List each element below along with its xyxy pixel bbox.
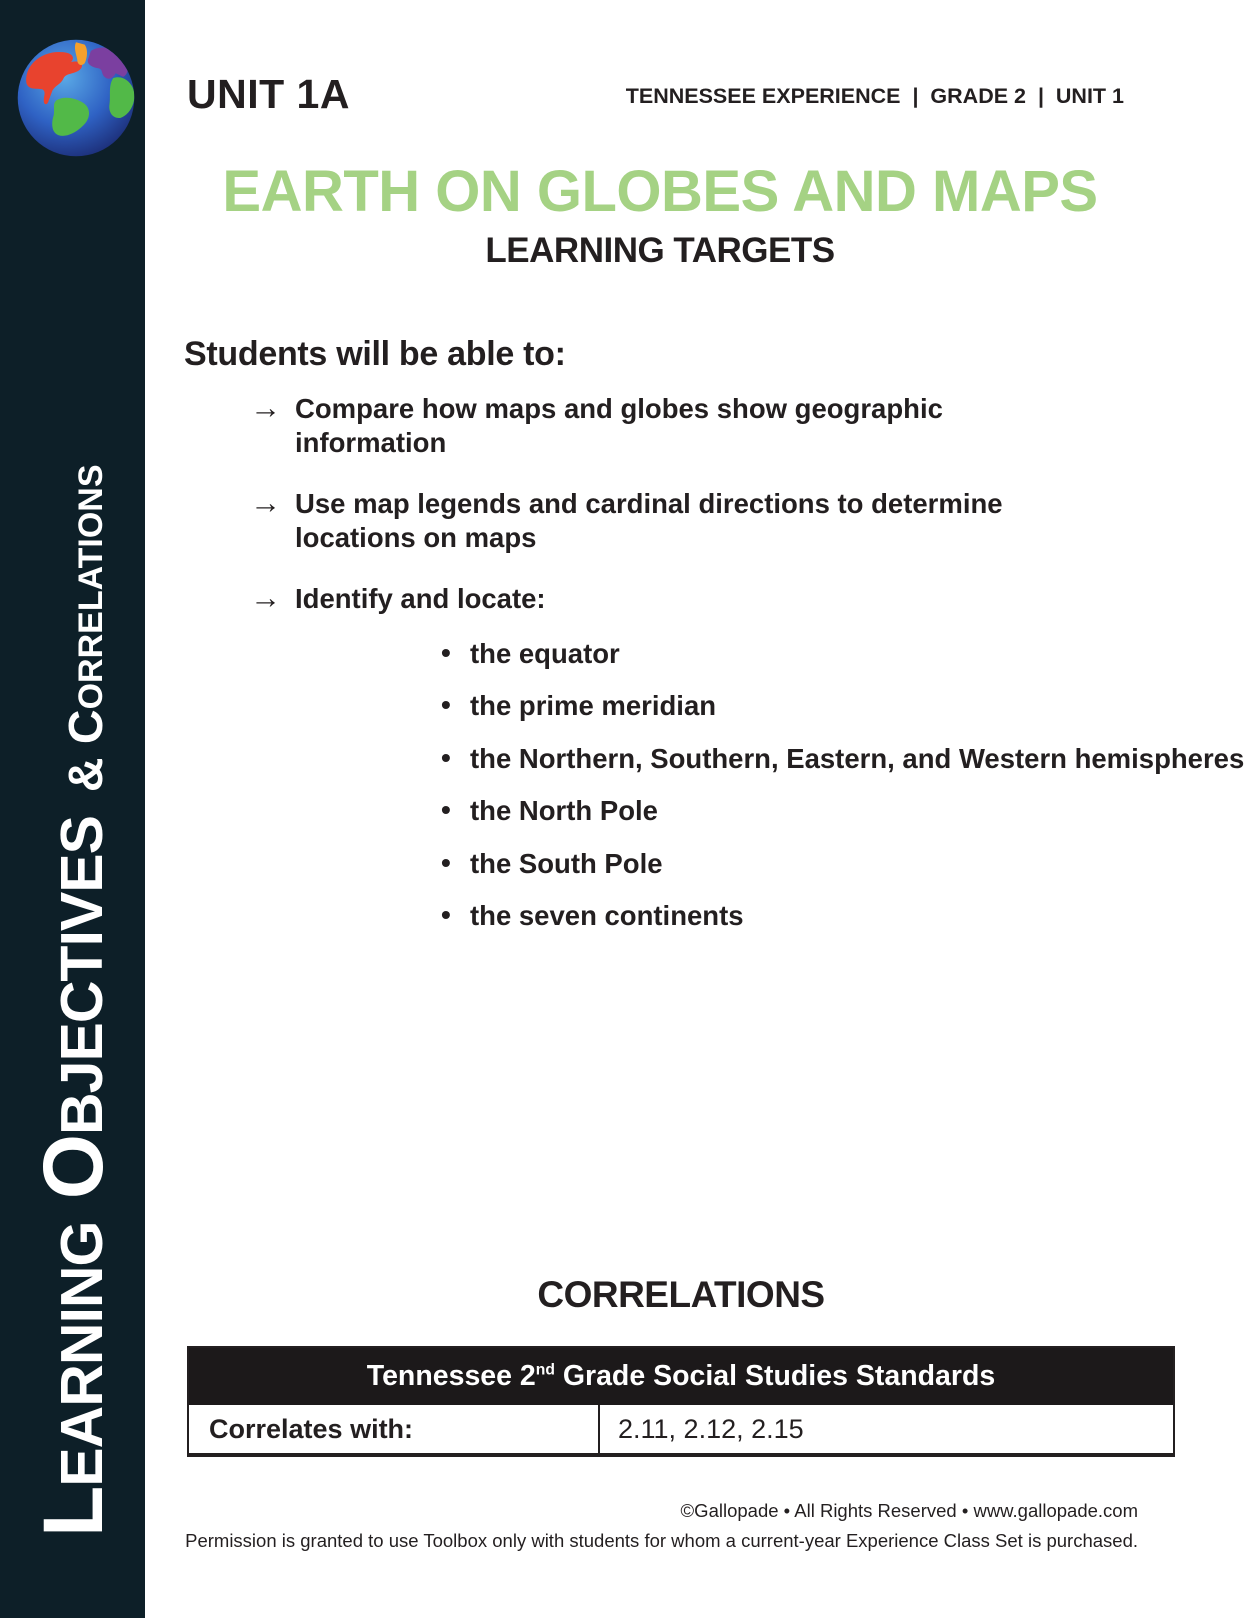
- sub-objective-item: [295, 689, 1180, 723]
- objectives-list: [180, 390, 1245, 961]
- table-header-text: Tennessee 2: [366, 1360, 536, 1392]
- copyright-line: ©Gallopade • All Rights Reserved • www.gallopade.com: [680, 1500, 1138, 1521]
- sidebar-label-secondary: & Correlations: [59, 464, 113, 793]
- bullet-icon: •: [441, 636, 451, 668]
- arrow-icon: →: [250, 580, 281, 616]
- sub-objective-item: [295, 741, 1245, 776]
- sub-objective-text: the seven continents: [470, 900, 744, 932]
- header-meta: TENNESSEE EXPERIENCE | GRADE 2 | UNIT 1: [625, 84, 1124, 108]
- table-header-text: Grade Social Studies Standards: [554, 1360, 996, 1392]
- correlations-heading: CORRELATIONS: [537, 1274, 825, 1315]
- table-header: [189, 1348, 1173, 1405]
- objectives-heading: Students will be able to:: [184, 335, 566, 373]
- page-title: EARTH ON GLOBES AND MAPS: [222, 159, 1098, 224]
- arrow-icon: →: [250, 390, 281, 425]
- objective-item: [180, 580, 1245, 933]
- unit-label: UNIT 1A: [187, 71, 350, 117]
- sidebar-label-primary: Learning Objectives: [25, 816, 120, 1537]
- objective-text: information: [295, 426, 447, 458]
- footer: [185, 1496, 1138, 1555]
- sub-objectives-list: [295, 636, 1245, 933]
- sub-objective-item: [295, 899, 1180, 933]
- permission-line: Permission is granted to use Toolbox only with students for whom a current-year Experience Class Set is purchased.: [185, 1529, 1138, 1551]
- standards-table: [187, 1346, 1175, 1457]
- sub-objective-text: the prime meridian: [470, 690, 717, 722]
- sub-objective-text: the North Pole: [470, 795, 658, 827]
- bullet-icon: •: [441, 689, 451, 721]
- arrow-icon: →: [250, 485, 281, 521]
- bullet-icon: •: [441, 741, 451, 773]
- objective-text: locations on maps: [295, 521, 537, 553]
- objective-item: [180, 392, 1180, 459]
- sub-objective-item: [295, 637, 1180, 671]
- table-header-superscript: nd: [535, 1361, 555, 1379]
- page-subtitle: LEARNING TARGETS: [485, 231, 835, 270]
- objective-text: Use map legends and cardinal directions to determine: [295, 488, 1003, 520]
- correlates-value: 2.11, 2.12, 2.15: [618, 1413, 804, 1444]
- bullet-icon: •: [441, 794, 451, 826]
- objective-text: Compare how maps and globes show geographic: [295, 393, 943, 424]
- sidebar-vertical-label: [0, 0, 145, 1618]
- correlates-label: Correlates with:: [189, 1405, 600, 1453]
- bullet-icon: •: [441, 846, 451, 878]
- bullet-icon: •: [441, 899, 451, 931]
- sidebar: [0, 0, 145, 1618]
- objective-text: Identify and locate:: [295, 583, 546, 615]
- globe-icon: [14, 36, 138, 160]
- table-row: [189, 1405, 1173, 1453]
- sub-objective-item: [295, 847, 1180, 881]
- sub-objective-item: [295, 794, 1180, 828]
- sub-objective-text: the Northern, Southern, Eastern, and Western hemispheres: [470, 742, 1245, 774]
- objective-item: [180, 487, 1180, 554]
- sub-objective-text: the equator: [470, 637, 620, 669]
- sub-objective-text: the South Pole: [470, 847, 663, 879]
